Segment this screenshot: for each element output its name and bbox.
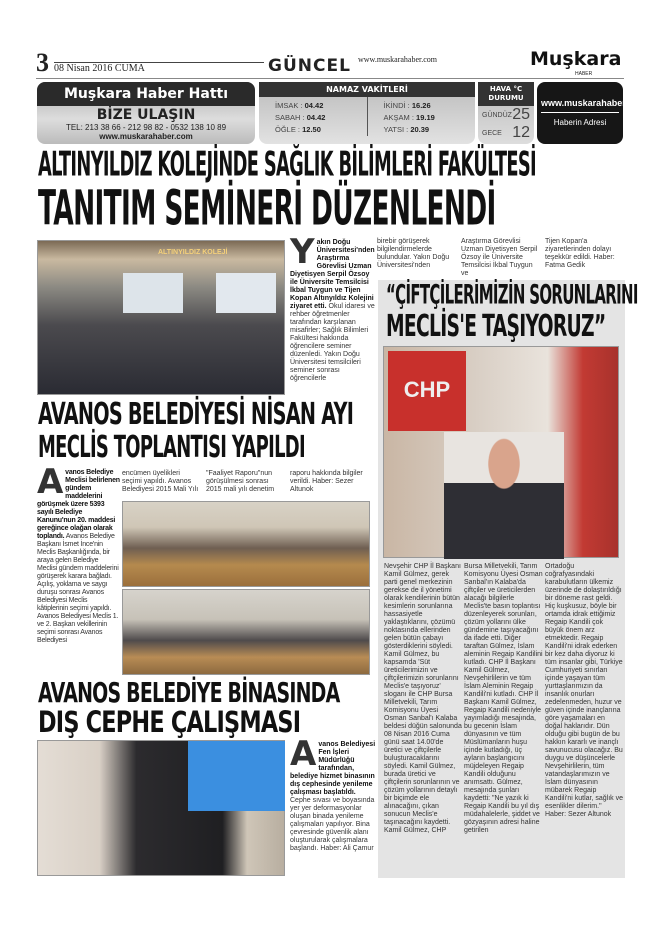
article3-headline-line2: DIŞ CEPHE ÇALIŞMASI (38, 704, 301, 740)
sky (188, 741, 285, 811)
prayer-name: SABAH (275, 113, 301, 122)
hotline-web[interactable]: www.muskarahaber.com (99, 132, 193, 141)
night-temp: 12 (512, 124, 530, 141)
address-box (537, 82, 647, 144)
article2-col: encümen üyelikleri seçimi yapıldı. Avanos Belediyesi 2015 Mali Yılı (122, 470, 199, 493)
article2-col: "Faaliyet Raporu"nun görüşülmesi sonrası 2015 mali yılı denetim (206, 470, 275, 493)
address-label: Haberin Adresi (553, 118, 607, 127)
seminar-photo (37, 240, 285, 395)
article3-lead: vanos Belediyesi Fen İşleri Müdürlüğü tarafından, belediye hizmet binasının dış cephesinde yenileme çalışması başlatıldı. (290, 741, 376, 796)
article4-col: Nevşehir CHP İl Başkanı Kamil Gülmez, gerek parti genel merkezinin gerekse de il yönetimi olarak kendilerinin bütün kesimlerin sorunlarına hassasiyetle yaklaştıklarını, çözümü noktasında ellerinden gelen bütün çabayı gösterdiklerini söyledi. Kamil Gülmez, bu kapsamda 'Süt üreticilerimizin ve çiftçilerimizin sorunlarını Meclis'e taşıyoruz' sloganı ile CHP Bursa Milletvekili, Tarım Komisyonu Üyesi Osman Sanbal'ı Kalaba beldesi düğün salonunda 08 Nisan 2016 Cuma günü saat 14.00'de üretici ve çiftçilerle buluşturacaklarını söyledi. Kamil Gülmez, burada üretici ve çiftçilerin sorunlarının ve çözüm yollarının detaylı bir biçimde ele alınacağını, çıkan sonucun Meclis'e taşınacağını kaydetti. Kamil Gülmez, CHP (384, 563, 462, 834)
muskara-logo: Muşkara (530, 48, 622, 70)
chp-photo (383, 346, 619, 558)
article1-body: Okul idaresi ve rehber öğretmenler tarafından karşılanan misafirler; Sağlık Bilimleri Fakültesi hakkında öğrencilere seminer düzenledi. Yakın Doğu Üniversitesi temsilcileri seminer sonrası öğrencilerle (290, 303, 375, 382)
article2-col: raporu hakkında bilgiler verildi. Haber: Sezer Altunok (290, 470, 363, 493)
prayer-name: AKŞAM (383, 113, 410, 122)
article1-col: Tijen Kopan'a ziyaretlerinden dolayı teşekkür edildi. Haber: Fatma Gedik (545, 238, 615, 269)
dropcap: A (37, 462, 64, 502)
hotline-title: Muşkara Haber Hattı (37, 82, 255, 106)
hotline-box (37, 82, 255, 144)
weather-day-row (478, 106, 534, 124)
article4-headline-line2: MECLİS'E TAŞIYORUZ” (386, 309, 606, 345)
projection-screen (123, 273, 183, 313)
dropcap: Y (290, 232, 315, 272)
chp-sign: CHP (388, 351, 466, 431)
prayer-times-box (259, 82, 475, 144)
prayer-name: İKİNDİ (383, 101, 406, 110)
night-label: GECE (482, 129, 502, 137)
article1-col: birebir görüşerek bilgilendirmelerde bulundular. Yakın Doğu Üniversitesi'nden (377, 238, 450, 269)
prayer-row: YATSI : 20.39 (383, 125, 430, 134)
person (444, 432, 564, 559)
prayer-row: İKİNDİ : 16.26 (383, 101, 431, 110)
article1-lead: akın Doğu Üniversitesi'nden Araştırma Görevlisi Uzman Diyetisyen Serpil Özsoy ile Üniversite Temsilcisi İkbal Tuygun ve Tijen Kopan Altınyıldız Kolejini ziyaret etti. (290, 239, 375, 310)
day-label: GÜNDÜZ (482, 111, 512, 119)
prayer-time: 20.39 (410, 125, 430, 134)
logo-sub: HABER (575, 71, 593, 77)
council-photo-2 (122, 589, 370, 675)
article1-headline-line1: ALTINYILDIZ KOLEJİNDE SAĞLIK BİLİMLERİ FAKÜLTESİ (38, 145, 537, 185)
projection-screen (216, 273, 276, 313)
weather-night-row (478, 124, 534, 142)
prayer-row: İMSAK : 04.42 (275, 101, 324, 110)
article2-headline-line1: AVANOS BELEDİYESİ NİSAN AYI (38, 397, 354, 433)
divider (36, 78, 624, 79)
hotline-subtitle: BİZE ULAŞIN (96, 107, 196, 123)
article2-lead: vanos Belediye Meclisi belirlenen gündem maddelerini görüşmek üzere 5393 sayılı Belediye Kanunu'nun 20. maddesi gereğince olağan olarak toplandı. (37, 469, 120, 540)
prayer-row: SABAH : 04.42 (275, 113, 326, 122)
prayer-row: AKŞAM : 19.19 (383, 113, 435, 122)
prayer-name: İMSAK (275, 101, 299, 110)
weather-title: HAVA °C DURUMU (478, 82, 534, 106)
hotline-phones: TEL: 213 38 66 - 212 98 82 - 0532 138 10 89 (65, 123, 227, 132)
article3-headline-line1: AVANOS BELEDİYE BİNASINDA (38, 676, 340, 709)
weather-box (478, 82, 534, 144)
council-photo-1 (122, 501, 370, 587)
dropcap: A (290, 734, 317, 774)
article4-col: Bursa Milletvekili, Tarım Komisyonu Üyesi Osman Sanbal'ın Kalaba'da çiftçiler ve üreticilerden alacağı bilgilerle Meclis'te basın toplantısı düzenleyerek sorunları, çözüm yollarını ülke gündemine taşıyacağını da ifade etti. Diğer taraftan Gülmez, İslam aleminin Regaip Kandilini kutladı. CHP İl Başkanı Kamil Gülmez, Nevşehirlilerin ve tüm İslam Aleminin Regaip Kandili'ni kutladı. CHP İl Başkanı Kamil Gülmez, Regaip Kandili nedeniyle yayımladığı mesajında, bu gecenin İslam dünyasının ve tüm Müslümanların huşu içinde kutladığı, üç ayların başlangıcını müjdeleyen Regaip Kandili olduğunu anımsattı. Gülmez, mesajında şunları kaydetti: "Ne yazık ki Regaip Kandili bu yıl dış müdahalelerle, şiddet ve gözyaşının adresi haline getirilen (464, 563, 543, 834)
article2-headline-line2: MECLİS TOPLANTISI YAPILDI (38, 430, 305, 466)
article4-col: Ortadoğu coğrafyasındaki karabulutların ülkemiz üzerinde de dolaştırıldığı bir döneme rast geldi. Hiç kuşkusuz, böyle bir ortamda idrak ettiğimiz Regaip Kandili çok büyük önem arz etmektedir. Regaip Kandili'ni idrak ederken bir kez daha diyoruz ki tüm insanlar gibi, Türkiye Cumhuriyeti sınırları içinde yaşayan tüm yurttaşlarımızın da insanlık onurları zedelenmeden, huzur ve güven içinde inançlarına göre yaşamaları en doğal haklarıdır. Dün olduğu gibi bugün de bu hakkın kararlı ve inançlı savunucusu olacağız. Bu duygu ve düşüncelerle Nevşehirlilerin, tüm vatandaşlarımızın ve İslam dünyasının mübarek Regaip Kandili'ni kutlar, sağlık ve esenlikler dilerim." Haber: Sezer Altunok (545, 563, 623, 818)
article3-text (290, 734, 376, 853)
header-url[interactable]: www.muskarahaber.com (358, 55, 438, 64)
article1-headline-line2: TANITIM SEMİNERİ DÜZENLENDİ (38, 181, 496, 237)
prayer-title: NAMAZ VAKİTLERİ (259, 82, 475, 97)
prayer-time: 04.42 (306, 113, 326, 122)
page-number: 3 (36, 48, 49, 77)
prayer-time: 12.50 (302, 125, 321, 134)
article2-body: Avanos Belediye Başkanı İsmet İnce'nin Meclis Başkanlığında, bir araya gelen Belediye Meclisi gündem maddelerini görüşerek karara bağladı. Açılış, yoklama ve saygı duruşu sonrası Avanos Belediyesi Meclis kâtiplerinin seçimi yapıldı. Avanos Belediyesi Meclis 1. ve 2. Başkan vekillerinin seçimi sonrası Avanos Belediyesi (37, 533, 119, 644)
section-title: GÜNCEL (268, 56, 351, 76)
article3-body: Cephe sıvası ve boyasında yer yer deformasyonlar oluşan binada yenileme çalışmaları yapılıyor. Bina çevresinde güvenlik alanı oluşturularak çalışmalara başlandı. Haber: Ali Çamur (290, 797, 375, 852)
prayer-name: YATSI (383, 125, 405, 134)
building-photo (37, 740, 285, 876)
article2-text (37, 462, 120, 645)
article1-col: Araştırma Görevlisi Uzman Diyetisyen Serpil Özsoy ile Üniversite Temsilcisi İkbal Tuygun ve (461, 238, 538, 277)
prayer-time: 16.26 (411, 101, 431, 110)
article1-text (290, 232, 376, 383)
prayer-row: ÖĞLE : 12.50 (275, 125, 321, 134)
prayer-name: ÖĞLE (275, 125, 296, 134)
day-temp: 25 (512, 106, 530, 123)
prayer-time: 04.42 (304, 101, 324, 110)
issue-date: 08 Nisan 2016 CUMA (54, 63, 145, 74)
article4-headline-line1: “ÇİFTÇİLERİMİZİN SORUNLARINI (386, 280, 638, 311)
prayer-time: 19.19 (416, 113, 435, 122)
address-web[interactable]: www.muskarahaber.com (541, 98, 619, 113)
photo-banner-text: ALTINYILDIZ KOLEJİ (158, 249, 228, 256)
